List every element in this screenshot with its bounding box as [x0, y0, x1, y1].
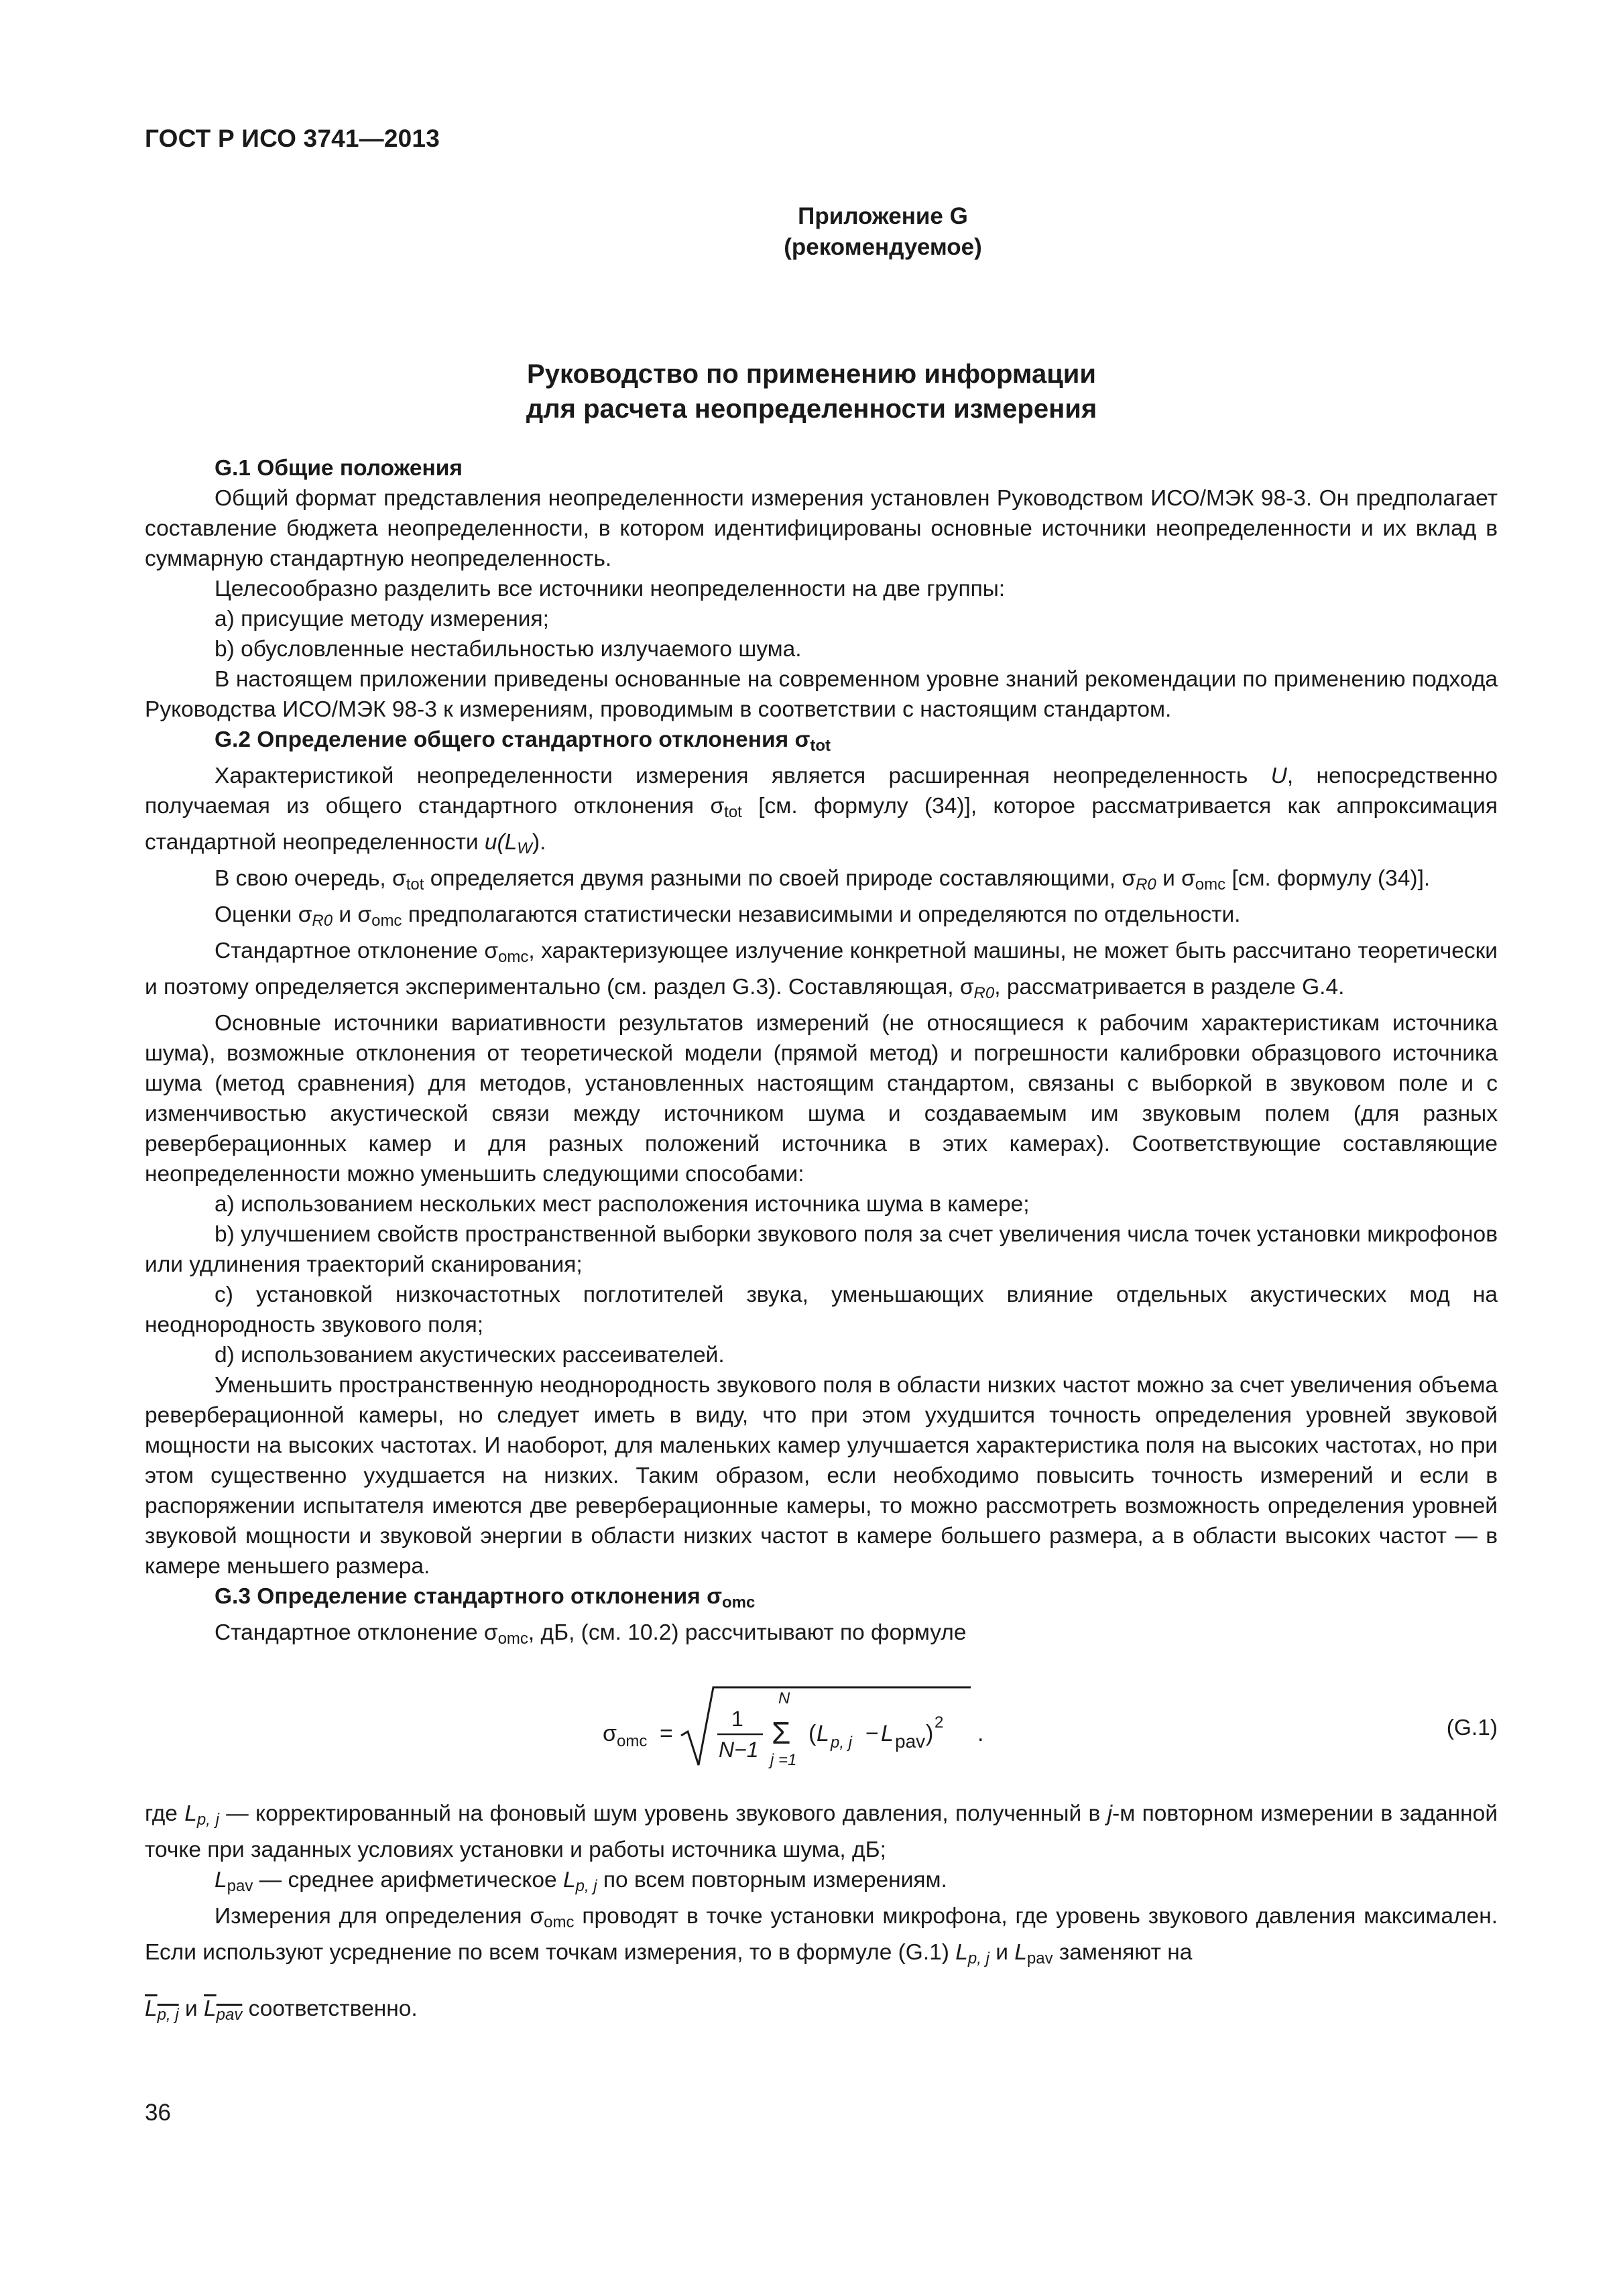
paragraph: Стандартное отклонение $\sigma_{omc}$, дБ, (см. 10.2) рассчитывают по формуле — [215, 1620, 967, 1648]
formula-square: 2 — [935, 1713, 944, 1732]
sum-lower: j =1 — [770, 1751, 797, 1769]
paragraph: В настоящем приложении приведены основанные на современном уровне знаний рекомендации по применению подхода Руководства ИСО/МЭК 98-3 к измерениям, проводимым в соответствии с настоящим стандартом. — [145, 667, 1498, 722]
paragraph: где $L_{p, j}$ — корректированный на фоновый шум уровень звукового давления, полученный в j-м повторном измерении в заданной точке при заданных условиях установки и работы источника шума, дБ; — [145, 1801, 1498, 1862]
paragraph: $L_{pav}$ — среднее арифметическое $L_{p, j}$ по всем повторным измерениям. — [215, 1868, 947, 1895]
formula-sigma: σ — [603, 1721, 617, 1746]
paragraph: Общий формат представления неопределенности измерения установлен Руководством ИСО/МЭК 98-3. Он предполагает составление бюджета неопределенности, в котором идентифицированы основные источники неопределенности и их вклад в суммарную стандартную неопределенность. — [145, 486, 1498, 571]
list-item: a) присущие методу измерения; — [215, 607, 549, 631]
list-item: b) улучшением свойств пространственной выборки звукового поля за счет увеличения числа точек установки микрофонов или удлинения траекторий сканирования; — [145, 1222, 1498, 1277]
paragraph: Измерения для определения $\sigma_{omc}$ проводят в точке установки микрофона, где уровень звукового давления максимален. Если используют усреднение по всем точкам измерения, то в формуле (G.1) $L_{p, j}$ и $L_{pav}$ заменяют на — [145, 1904, 1498, 1968]
paren-open: ( — [808, 1721, 817, 1746]
paragraph: Целесообразно разделить все источники неопределенности на две группы: — [215, 577, 1006, 601]
formula-L2-sub: pav — [895, 1731, 926, 1752]
formula-L2: L — [881, 1721, 894, 1746]
paragraph: Оценки $\sigma_{R0}$ и $\sigma_{omc}$ предполагаются статистически независимыми и определяются по отдельности. — [215, 902, 1241, 930]
paragraph: Характеристикой неопределенности измерения является расширенная неопределенность U, непосредственно получаемая из общего стандартного отклонения $\sigma_{tot}$ [см. формулу (34)], которое рассматривается как аппроксимация стандартной неопределенности $u(L_W)$. — [145, 764, 1498, 857]
sum-symbol: Σ — [772, 1715, 791, 1750]
sum-upper: N — [778, 1689, 790, 1707]
document-body — [145, 453, 1498, 2034]
page-number: 36 — [145, 2100, 171, 2126]
fraction-numerator: 1 — [731, 1707, 743, 1731]
list-item: a) использованием нескольких мест расположения источника шума в камере; — [215, 1192, 1030, 1217]
heading-g1: G.1 Общие положения — [215, 456, 463, 481]
formula-g1 — [145, 1678, 1498, 1785]
overline-lpj: $L_{p, j}$ — [145, 1996, 179, 2024]
appendix-kind: (рекомендуемое) — [784, 234, 982, 260]
overline-lpav: $L_{pav}$ — [204, 1996, 243, 2024]
formula-equals: = — [660, 1721, 673, 1746]
section-title — [0, 357, 1623, 426]
paragraph: Уменьшить пространственную неоднородность звукового поля в области низких частот можно за счет увеличения объема реверберационной камеры, но следует иметь в виду, что при этом ухудшится точность определения уровней звуковой мощности на высоких частотах. И наоборот, для маленьких камер улучшается характеристика поля на высоких частотах, но при этом существенно ухудшается на низких. Таким образом, если необходимо повысить точность измерений и если в распоряжении испытателя имеются две реверберационные камеры, то можно рассмотреть возможность определения уровней звуковой мощности и звуковой энергии в области низких частот в камере большего размера, а в области высоких частот — в камере меньшего размера. — [145, 1373, 1498, 1579]
fraction-denominator: N−1 — [719, 1738, 759, 1762]
list-item: d) использованием акустических рассеивателей. — [215, 1343, 725, 1368]
list-item: c) установкой низкочастотных поглотителей звука, уменьшающих влияние отдельных акустических мод на неоднородность звукового поля; — [145, 1282, 1498, 1337]
paragraph: Основные источники вариативности результатов измерений (не относящиеся к рабочим характеристикам источника шума), возможные отклонения от теоретической модели (прямой метод) и погрешности калибровки образцового источника шума (метод сравнения) для методов, установленных настоящим стандартом, связаны с выборкой в звуковом поле и с изменчивостью акустической связи между источником шума и создаваемым им звуковым полем (для разных реверберационных камер и для разных положений источника в этих камерах). Соответствующие составляющие неопределенности можно уменьшить следующими способами: — [145, 1011, 1498, 1187]
formula-dot: . — [977, 1721, 984, 1746]
formula-L1: L — [817, 1721, 829, 1746]
overlined-symbols-line: $L_{p, j}$ и $L_{pav}$ соответственно. — [145, 1996, 418, 2024]
paragraph: В свою очередь, $\sigma_{tot}$ определяется двумя разными по своей природе составляющими, $\sigma_{R0}$ и $\sigma_{omc}$ [см. формулу (34)]. — [215, 866, 1431, 894]
document-header: ГОСТ Р ИСО 3741—2013 — [145, 125, 440, 152]
title-line-2: для расчета неопределенности измерения — [526, 394, 1097, 424]
paragraph: Стандартное отклонение $\sigma_{omc}$, характеризующее излучение конкретной машины, не может быть рассчитано теоретически и поэтому определяется экспериментально (см. раздел G.3). Составляющая, $\sigma_{R0}$, рассматривается в разделе G.4. — [145, 939, 1498, 1002]
formula-L1-sub: p, j — [831, 1734, 853, 1752]
heading-g3: G.3 Определение стандартного отклонения $\sigma_{omc}$ — [215, 1584, 756, 1612]
formula-sigma-sub: omc — [617, 1732, 648, 1750]
paren-close: ) — [926, 1721, 934, 1746]
minus-sign: − — [865, 1721, 879, 1746]
list-item: b) обусловленные нестабильностью излучаемого шума. — [215, 637, 802, 662]
title-line-1: Руководство по применению информации — [527, 359, 1096, 389]
heading-g2: G.2 Определение общего стандартного отклонения $\sigma_{tot}$ — [215, 727, 831, 755]
appendix-label — [0, 201, 1623, 263]
equation-number: (G.1) — [1446, 1715, 1498, 1740]
appendix-title: Приложение G — [798, 203, 968, 229]
formula-graphic — [145, 1678, 1498, 1785]
